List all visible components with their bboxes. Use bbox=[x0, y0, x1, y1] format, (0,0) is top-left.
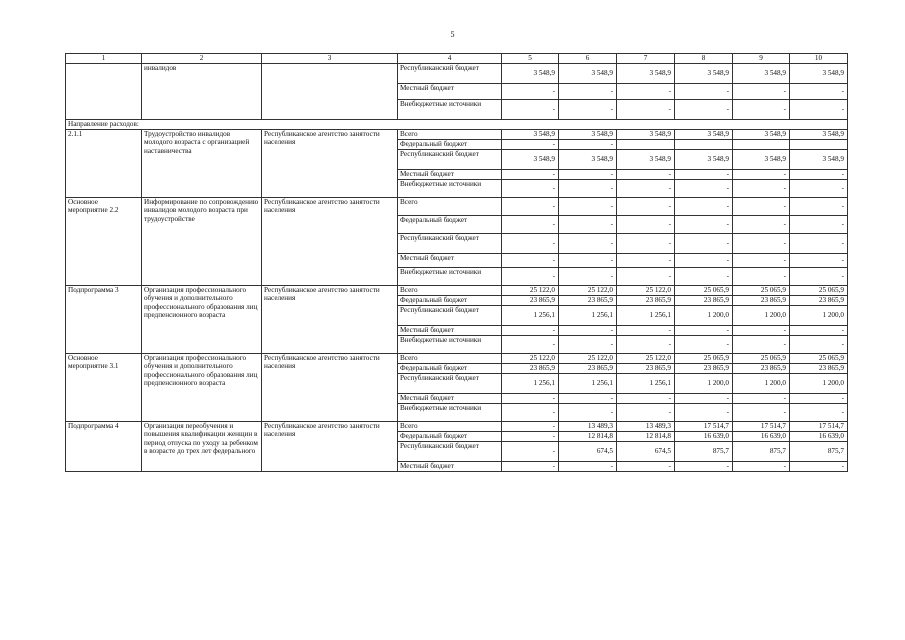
funding-source: Республиканский бюджет bbox=[398, 234, 502, 254]
funding-source: Всего bbox=[398, 130, 502, 140]
amount-cell: 12 814,8 bbox=[617, 432, 675, 442]
funding-source: Внебюджетные источники bbox=[398, 180, 502, 198]
amount-cell: 23 865,9 bbox=[790, 296, 848, 306]
amount-cell: - bbox=[733, 180, 790, 198]
amount-cell: - bbox=[559, 216, 617, 234]
funding-source: Местный бюджет bbox=[398, 462, 502, 472]
amount-cell: - bbox=[502, 170, 559, 180]
amount-cell: 17 514,7 bbox=[675, 422, 733, 432]
amount-cell: 23 865,9 bbox=[790, 364, 848, 374]
amount-cell: - bbox=[617, 170, 675, 180]
column-header: 2 bbox=[142, 54, 262, 64]
amount-cell: 3 548,9 bbox=[675, 64, 733, 84]
amount-cell: - bbox=[502, 422, 559, 432]
amount-cell: - bbox=[617, 180, 675, 198]
amount-cell: 3 548,9 bbox=[559, 150, 617, 170]
amount-cell: 3 548,9 bbox=[617, 64, 675, 84]
amount-cell: - bbox=[733, 326, 790, 336]
amount-cell: - bbox=[617, 198, 675, 216]
amount-cell bbox=[675, 140, 733, 150]
amount-cell: 1 200,0 bbox=[675, 374, 733, 394]
page-number: 5 bbox=[450, 30, 455, 39]
amount-cell: 23 865,9 bbox=[559, 296, 617, 306]
row-code: Основное мероприятие 3.1 bbox=[66, 354, 142, 422]
amount-cell: - bbox=[559, 336, 617, 354]
funding-source: Федеральный бюджет bbox=[398, 364, 502, 374]
funding-source: Республиканский бюджет bbox=[398, 306, 502, 326]
amount-cell: 1 200,0 bbox=[733, 374, 790, 394]
amount-cell: - bbox=[675, 180, 733, 198]
funding-source: Внебюджетные источники bbox=[398, 336, 502, 354]
amount-cell: - bbox=[733, 198, 790, 216]
amount-cell: - bbox=[502, 394, 559, 404]
amount-cell: - bbox=[559, 268, 617, 286]
amount-cell: - bbox=[502, 268, 559, 286]
amount-cell: - bbox=[559, 234, 617, 254]
funding-source: Местный бюджет bbox=[398, 394, 502, 404]
amount-cell: - bbox=[559, 100, 617, 120]
amount-cell: 13 489,3 bbox=[617, 422, 675, 432]
budget-table bbox=[65, 53, 848, 472]
amount-cell: - bbox=[502, 326, 559, 336]
amount-cell: 3 548,9 bbox=[733, 64, 790, 84]
amount-cell: - bbox=[559, 170, 617, 180]
funding-source: Местный бюджет bbox=[398, 326, 502, 336]
amount-cell: - bbox=[617, 84, 675, 100]
table-row bbox=[66, 130, 848, 140]
amount-cell: - bbox=[675, 326, 733, 336]
amount-cell: - bbox=[559, 404, 617, 422]
amount-cell: 875,7 bbox=[790, 442, 848, 462]
amount-cell: - bbox=[733, 234, 790, 254]
amount-cell: 1 256,1 bbox=[502, 306, 559, 326]
row-executor: Республиканское агентство занятости населения bbox=[262, 286, 398, 354]
amount-cell: 12 814,8 bbox=[559, 432, 617, 442]
amount-cell: - bbox=[559, 180, 617, 198]
amount-cell: - bbox=[733, 268, 790, 286]
amount-cell: 23 865,9 bbox=[502, 364, 559, 374]
amount-cell: - bbox=[675, 84, 733, 100]
funding-source: Всего bbox=[398, 198, 502, 216]
row-title: инвалидов bbox=[142, 64, 262, 120]
amount-cell: - bbox=[617, 326, 675, 336]
amount-cell: 23 865,9 bbox=[733, 364, 790, 374]
table-row bbox=[66, 286, 848, 296]
funding-source: Внебюджетные источники bbox=[398, 268, 502, 286]
amount-cell: - bbox=[790, 394, 848, 404]
amount-cell: - bbox=[675, 100, 733, 120]
amount-cell: 3 548,9 bbox=[733, 150, 790, 170]
amount-cell: 13 489,3 bbox=[559, 422, 617, 432]
funding-source: Местный бюджет bbox=[398, 84, 502, 100]
amount-cell: 3 548,9 bbox=[733, 130, 790, 140]
column-header: 8 bbox=[675, 54, 733, 64]
funding-source: Местный бюджет bbox=[398, 170, 502, 180]
funding-source: Федеральный бюджет bbox=[398, 140, 502, 150]
amount-cell: 25 065,9 bbox=[733, 286, 790, 296]
amount-cell: 25 122,0 bbox=[502, 354, 559, 364]
amount-cell: - bbox=[790, 326, 848, 336]
funding-source: Всего bbox=[398, 354, 502, 364]
amount-cell: - bbox=[733, 394, 790, 404]
column-header: 7 bbox=[617, 54, 675, 64]
amount-cell: 23 865,9 bbox=[675, 364, 733, 374]
column-header: 4 bbox=[398, 54, 502, 64]
row-code bbox=[66, 64, 142, 120]
amount-cell: - bbox=[502, 234, 559, 254]
amount-cell: 1 200,0 bbox=[790, 306, 848, 326]
amount-cell: - bbox=[675, 462, 733, 472]
amount-cell: 17 514,7 bbox=[790, 422, 848, 432]
amount-cell: - bbox=[617, 100, 675, 120]
amount-cell: 674,5 bbox=[559, 442, 617, 462]
amount-cell: 16 639,0 bbox=[733, 432, 790, 442]
funding-source: Республиканский бюджет bbox=[398, 150, 502, 170]
amount-cell: - bbox=[790, 180, 848, 198]
funding-source: Федеральный бюджет bbox=[398, 432, 502, 442]
table-row bbox=[66, 120, 848, 130]
funding-source: Местный бюджет bbox=[398, 254, 502, 268]
amount-cell: - bbox=[790, 254, 848, 268]
amount-cell: - bbox=[559, 254, 617, 268]
amount-cell: - bbox=[502, 180, 559, 198]
funding-source: Внебюджетные источники bbox=[398, 404, 502, 422]
amount-cell: - bbox=[733, 84, 790, 100]
amount-cell: - bbox=[502, 432, 559, 442]
amount-cell: - bbox=[675, 394, 733, 404]
amount-cell: - bbox=[790, 404, 848, 422]
column-header: 9 bbox=[733, 54, 790, 64]
amount-cell: - bbox=[559, 326, 617, 336]
amount-cell: 1 256,1 bbox=[559, 374, 617, 394]
amount-cell: - bbox=[675, 336, 733, 354]
amount-cell: 25 065,9 bbox=[675, 286, 733, 296]
row-code: Основное мероприятие 2.2 bbox=[66, 198, 142, 286]
amount-cell: - bbox=[502, 140, 559, 150]
amount-cell: 3 548,9 bbox=[675, 150, 733, 170]
amount-cell: - bbox=[733, 336, 790, 354]
column-header: 6 bbox=[559, 54, 617, 64]
amount-cell: 3 548,9 bbox=[675, 130, 733, 140]
amount-cell: - bbox=[790, 462, 848, 472]
amount-cell: - bbox=[502, 100, 559, 120]
amount-cell: 23 865,9 bbox=[559, 364, 617, 374]
row-executor bbox=[262, 64, 398, 120]
amount-cell: 23 865,9 bbox=[617, 364, 675, 374]
amount-cell: 3 548,9 bbox=[559, 64, 617, 84]
amount-cell: - bbox=[559, 84, 617, 100]
amount-cell: - bbox=[502, 462, 559, 472]
amount-cell: - bbox=[733, 254, 790, 268]
amount-cell: 875,7 bbox=[733, 442, 790, 462]
funding-source: Федеральный бюджет bbox=[398, 296, 502, 306]
amount-cell: - bbox=[675, 216, 733, 234]
amount-cell: 1 256,1 bbox=[559, 306, 617, 326]
amount-cell: - bbox=[675, 234, 733, 254]
amount-cell: 1 256,1 bbox=[617, 306, 675, 326]
amount-cell: 674,5 bbox=[617, 442, 675, 462]
amount-cell: - bbox=[790, 84, 848, 100]
amount-cell: 1 200,0 bbox=[733, 306, 790, 326]
amount-cell bbox=[617, 140, 675, 150]
amount-cell: 3 548,9 bbox=[617, 150, 675, 170]
row-title: Организация профессионального обучения и дополнительного профессионального образования лиц предпенсионного возраста bbox=[142, 286, 262, 354]
amount-cell: 25 122,0 bbox=[559, 286, 617, 296]
column-header: 1 bbox=[66, 54, 142, 64]
amount-cell: 23 865,9 bbox=[733, 296, 790, 306]
funding-source: Республиканский бюджет bbox=[398, 442, 502, 462]
row-code: Подпрограмма 4 bbox=[66, 422, 142, 472]
amount-cell: 1 200,0 bbox=[790, 374, 848, 394]
amount-cell: 3 548,9 bbox=[790, 130, 848, 140]
amount-cell: 875,7 bbox=[675, 442, 733, 462]
amount-cell: - bbox=[559, 394, 617, 404]
amount-cell: - bbox=[502, 336, 559, 354]
amount-cell: - bbox=[675, 254, 733, 268]
amount-cell: 23 865,9 bbox=[675, 296, 733, 306]
amount-cell: 25 065,9 bbox=[790, 354, 848, 364]
row-title: Информирование по сопровождению инвалидов молодого возраста при трудоустройстве bbox=[142, 198, 262, 286]
amount-cell: 3 548,9 bbox=[502, 64, 559, 84]
table-row bbox=[66, 354, 848, 364]
row-title: Трудоустройство инвалидов молодого возраста с организацией наставничества bbox=[142, 130, 262, 198]
amount-cell: 1 256,1 bbox=[502, 374, 559, 394]
amount-cell: - bbox=[675, 404, 733, 422]
amount-cell: - bbox=[502, 198, 559, 216]
amount-cell: 3 548,9 bbox=[559, 130, 617, 140]
amount-cell: 1 256,1 bbox=[617, 374, 675, 394]
direction-label: Направление расходов: bbox=[66, 120, 848, 130]
funding-source: Внебюджетные источники bbox=[398, 100, 502, 120]
amount-cell: 3 548,9 bbox=[502, 130, 559, 140]
amount-cell: - bbox=[502, 216, 559, 234]
amount-cell: 17 514,7 bbox=[733, 422, 790, 432]
amount-cell: - bbox=[733, 100, 790, 120]
table-row bbox=[66, 64, 848, 84]
amount-cell: - bbox=[559, 198, 617, 216]
amount-cell: - bbox=[559, 140, 617, 150]
amount-cell: - bbox=[559, 462, 617, 472]
amount-cell: - bbox=[675, 198, 733, 216]
column-header: 5 bbox=[502, 54, 559, 64]
amount-cell: - bbox=[790, 234, 848, 254]
table-row bbox=[66, 422, 848, 432]
amount-cell: 23 865,9 bbox=[617, 296, 675, 306]
row-code: 2.1.1 bbox=[66, 130, 142, 198]
amount-cell: 25 122,0 bbox=[617, 354, 675, 364]
amount-cell: 25 122,0 bbox=[559, 354, 617, 364]
amount-cell bbox=[790, 140, 848, 150]
amount-cell: - bbox=[790, 198, 848, 216]
amount-cell: - bbox=[617, 268, 675, 286]
header-row bbox=[66, 54, 848, 64]
amount-cell: 3 548,9 bbox=[790, 150, 848, 170]
row-executor: Республиканское агентство занятости населения bbox=[262, 198, 398, 286]
amount-cell: - bbox=[502, 254, 559, 268]
amount-cell: 25 065,9 bbox=[675, 354, 733, 364]
funding-source: Федеральный бюджет bbox=[398, 216, 502, 234]
amount-cell: - bbox=[617, 234, 675, 254]
amount-cell: 25 122,0 bbox=[617, 286, 675, 296]
amount-cell: - bbox=[790, 268, 848, 286]
amount-cell: - bbox=[502, 404, 559, 422]
amount-cell: - bbox=[675, 268, 733, 286]
amount-cell: - bbox=[617, 254, 675, 268]
amount-cell: - bbox=[617, 336, 675, 354]
amount-cell: - bbox=[790, 170, 848, 180]
amount-cell: - bbox=[502, 84, 559, 100]
amount-cell: - bbox=[790, 216, 848, 234]
amount-cell: 3 548,9 bbox=[502, 150, 559, 170]
amount-cell: 23 865,9 bbox=[502, 296, 559, 306]
amount-cell: - bbox=[733, 216, 790, 234]
amount-cell: 25 065,9 bbox=[733, 354, 790, 364]
amount-cell: - bbox=[502, 442, 559, 462]
amount-cell: - bbox=[733, 404, 790, 422]
amount-cell: 16 639,0 bbox=[675, 432, 733, 442]
amount-cell bbox=[733, 140, 790, 150]
row-title: Организация профессионального обучения и дополнительного профессионального образования лиц предпенсионного возраста bbox=[142, 354, 262, 422]
amount-cell: 1 200,0 bbox=[675, 306, 733, 326]
amount-cell: 3 548,9 bbox=[617, 130, 675, 140]
row-executor: Республиканское агентство занятости населения bbox=[262, 354, 398, 422]
column-header: 3 bbox=[262, 54, 398, 64]
amount-cell: 25 065,9 bbox=[790, 286, 848, 296]
amount-cell: - bbox=[617, 462, 675, 472]
amount-cell: - bbox=[617, 394, 675, 404]
row-executor: Республиканское агентство занятости населения bbox=[262, 130, 398, 198]
row-title: Организация переобучения и повышения квалификации женщин в период отпуска по уходу за ребенком в возрасте до трех лет федерального bbox=[142, 422, 262, 472]
amount-cell: - bbox=[617, 404, 675, 422]
table-row bbox=[66, 198, 848, 216]
amount-cell: - bbox=[790, 336, 848, 354]
funding-source: Всего bbox=[398, 422, 502, 432]
amount-cell: 25 122,0 bbox=[502, 286, 559, 296]
funding-source: Республиканский бюджет bbox=[398, 64, 502, 84]
amount-cell: - bbox=[675, 170, 733, 180]
column-header: 10 bbox=[790, 54, 848, 64]
amount-cell: 3 548,9 bbox=[790, 64, 848, 84]
funding-source: Республиканский бюджет bbox=[398, 374, 502, 394]
amount-cell: - bbox=[733, 462, 790, 472]
row-code: Подпрограмма 3 bbox=[66, 286, 142, 354]
funding-source: Всего bbox=[398, 286, 502, 296]
row-executor: Республиканское агентство занятости населения bbox=[262, 422, 398, 472]
amount-cell: 16 639,0 bbox=[790, 432, 848, 442]
amount-cell: - bbox=[617, 216, 675, 234]
amount-cell: - bbox=[790, 100, 848, 120]
amount-cell: - bbox=[733, 170, 790, 180]
